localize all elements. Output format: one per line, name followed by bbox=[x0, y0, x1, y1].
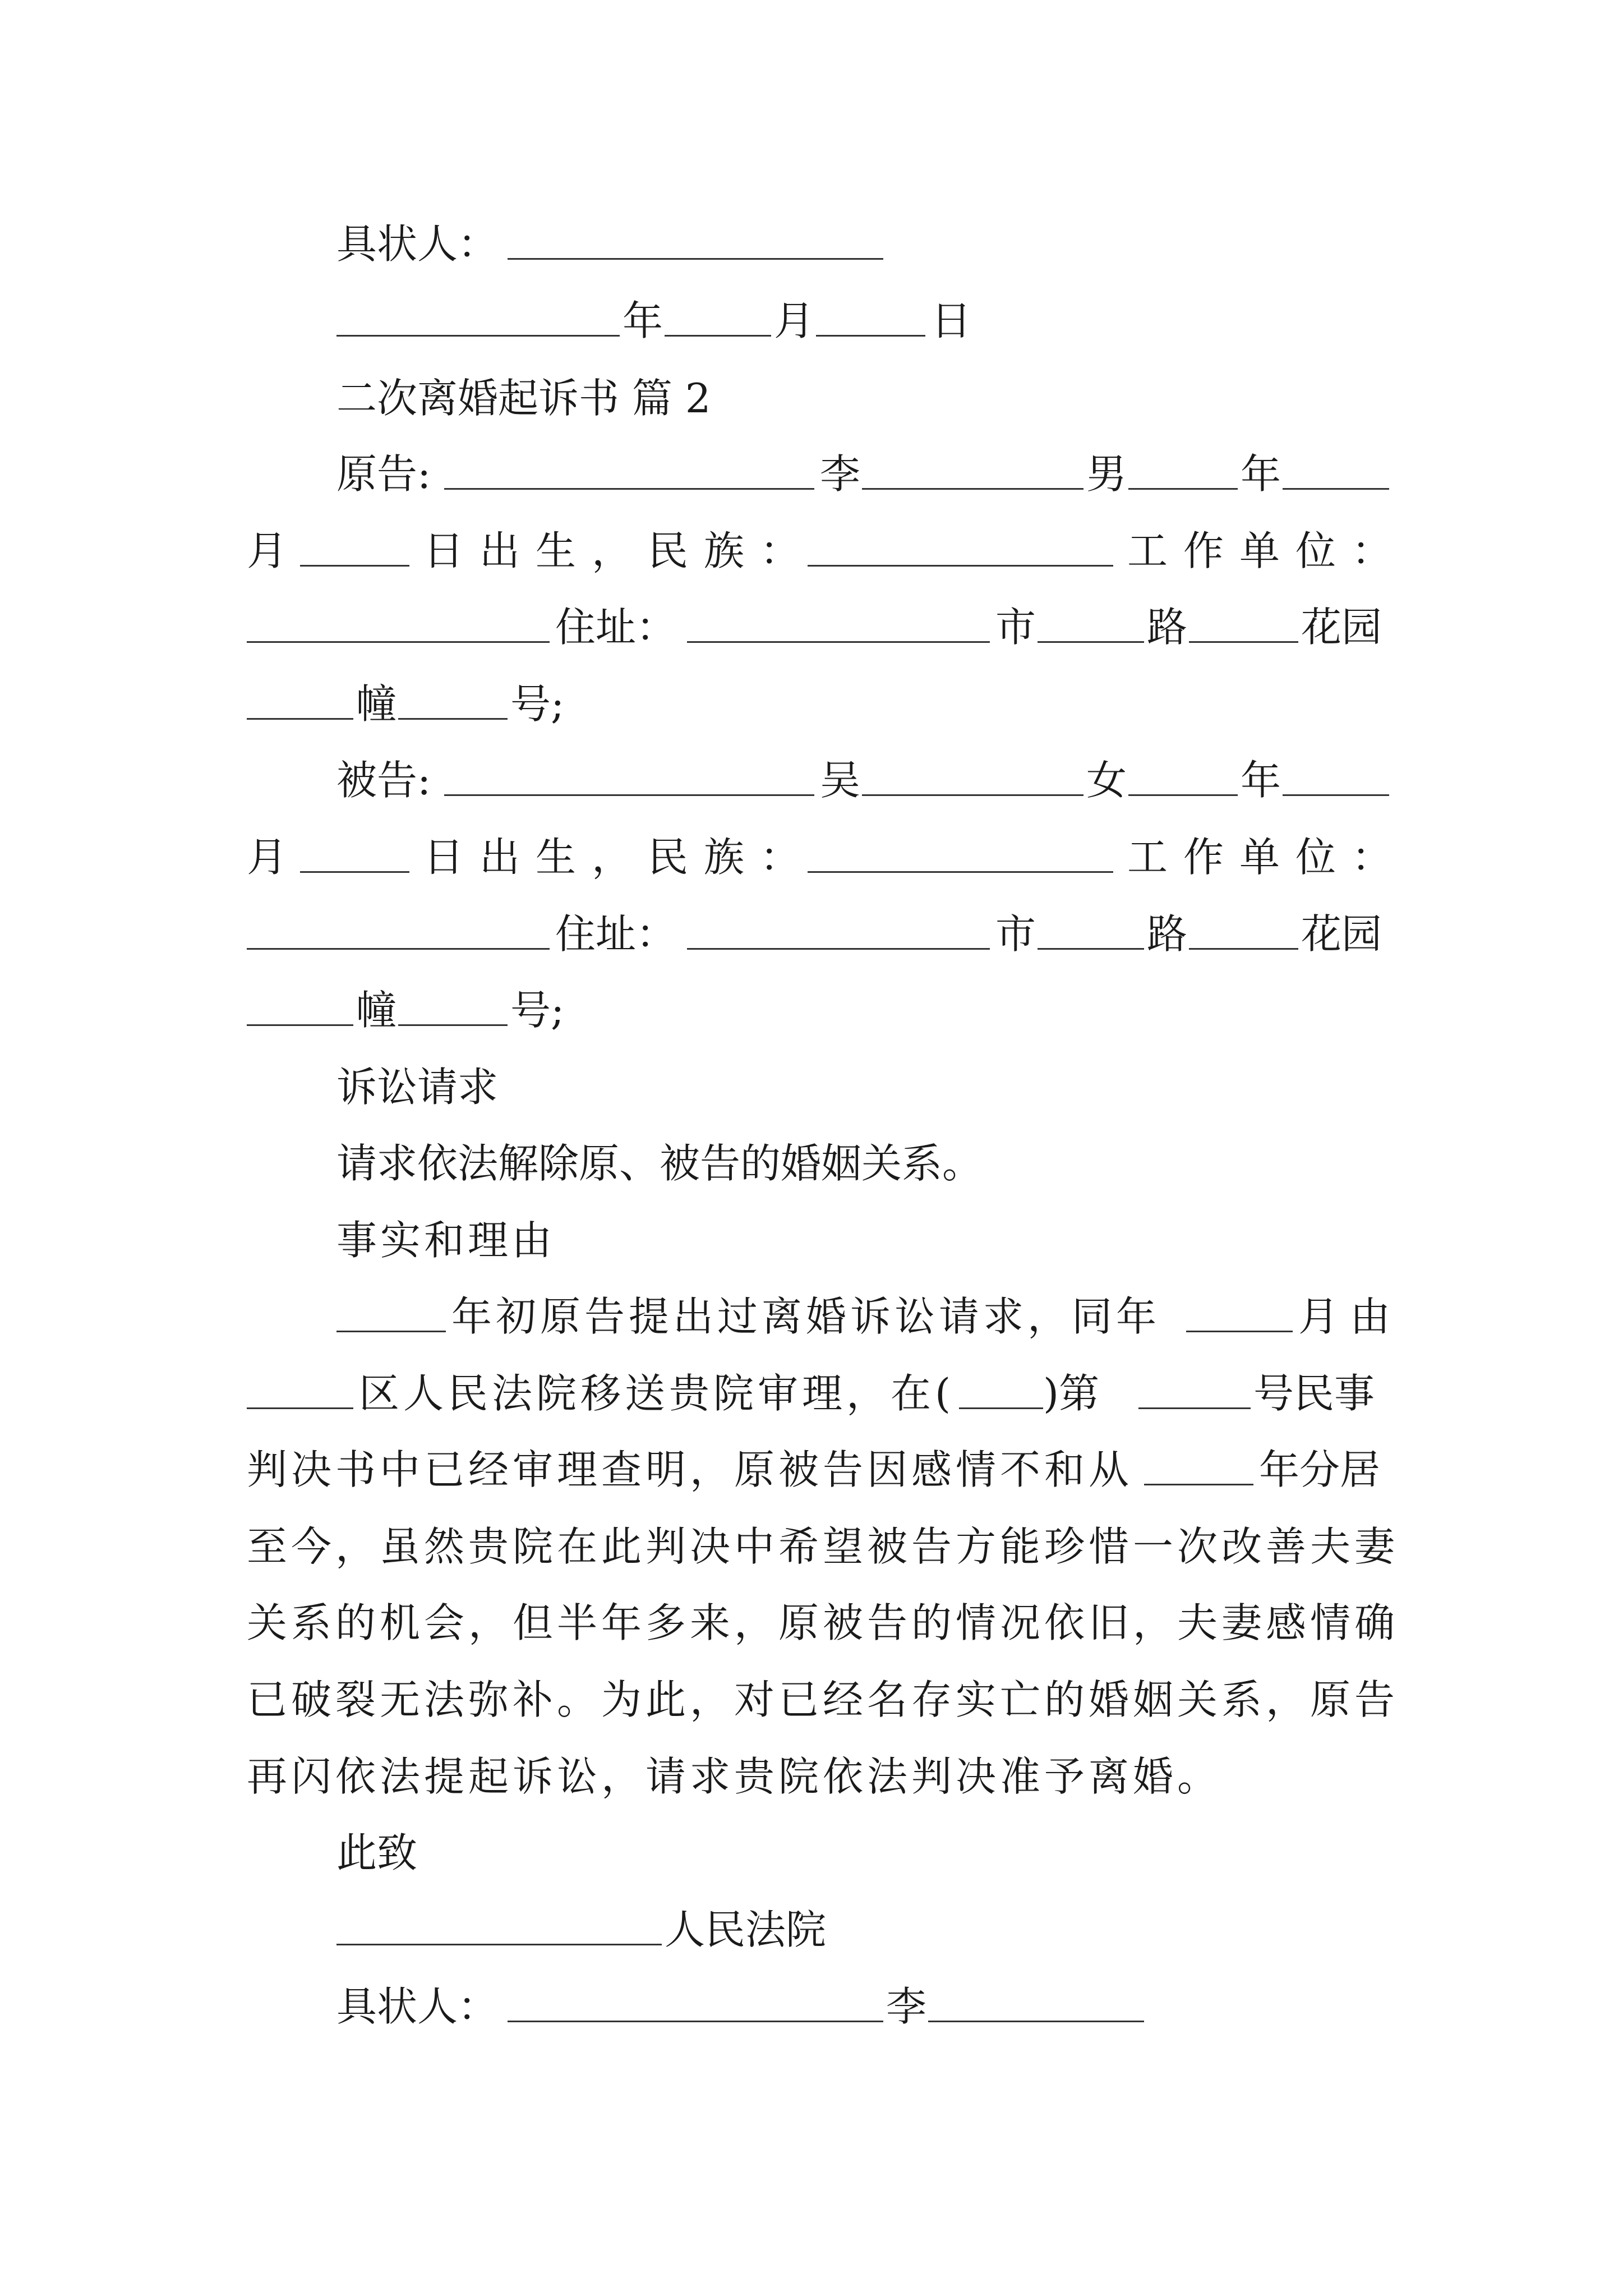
bottom-signature-surname: 李 bbox=[886, 1983, 927, 2030]
plaintiff-city-blank bbox=[687, 639, 990, 643]
plaintiff-line-4 bbox=[0, 679, 1623, 729]
facts-separation-year-blank bbox=[1144, 1481, 1253, 1485]
defendant-month-char: 月 bbox=[247, 834, 288, 881]
defendant-road-blank bbox=[1038, 946, 1144, 950]
court-name-blank bbox=[336, 1941, 662, 1945]
day-blank bbox=[816, 333, 925, 337]
defendant-city-blank bbox=[687, 946, 990, 950]
facts-text-1b: 月由 bbox=[1298, 1293, 1402, 1340]
bottom-signature-line bbox=[0, 1981, 1623, 2032]
heading-text: 二次离婚起诉书 篇 2 bbox=[336, 375, 711, 422]
plaintiff-building-blank bbox=[247, 716, 353, 720]
facts-line-3 bbox=[0, 1444, 1623, 1495]
claims-title: 诉讼请求 bbox=[336, 1064, 499, 1111]
defendant-building-blank bbox=[247, 1022, 353, 1026]
facts-line-2 bbox=[0, 1368, 1623, 1419]
facts-month-blank bbox=[1186, 1328, 1293, 1332]
defendant-year-blank bbox=[1283, 792, 1389, 796]
facts-line-6 bbox=[0, 1674, 1623, 1725]
plaintiff-born-text: 日出生，民族： bbox=[423, 527, 817, 574]
top-signature-line bbox=[0, 219, 1623, 269]
facts-text-2a: 区人民法院移送贵院审理，在( bbox=[359, 1370, 955, 1417]
bottom-signature-tail-blank bbox=[928, 2018, 1144, 2022]
facts-text-2c: 号民事 bbox=[1253, 1370, 1375, 1417]
plaintiff-work-blank bbox=[247, 639, 550, 643]
plaintiff-label: 原告: bbox=[336, 450, 431, 498]
year-char: 年 bbox=[623, 297, 663, 344]
top-date-line bbox=[0, 296, 1623, 346]
facts-text-1a: 年初原告提出过离婚诉讼请求，同年 bbox=[451, 1293, 1161, 1340]
defendant-label: 被告: bbox=[336, 757, 431, 804]
defendant-name-blank bbox=[444, 792, 814, 796]
plaintiff-road-char: 路 bbox=[1147, 604, 1188, 651]
plaintiff-work-label: 工作单位： bbox=[1127, 527, 1408, 574]
facts-line-4 bbox=[0, 1521, 1623, 1572]
defendant-line-3 bbox=[0, 909, 1623, 959]
facts-case-no-blank bbox=[1138, 1405, 1251, 1409]
bottom-signature-blank bbox=[508, 2018, 883, 2022]
defendant-born-text: 日出生，民族： bbox=[423, 834, 817, 881]
defendant-work-blank bbox=[247, 946, 550, 950]
plaintiff-year-char: 年 bbox=[1241, 450, 1281, 498]
defendant-age-blank bbox=[1128, 792, 1238, 796]
plaintiff-address-label: 住址： bbox=[555, 604, 677, 651]
plaintiff-gap-blank bbox=[862, 486, 1083, 490]
defendant-building-char: 幢 bbox=[356, 987, 397, 1034]
plaintiff-garden-blank bbox=[1189, 639, 1298, 643]
defendant-number-char: 号; bbox=[510, 987, 565, 1034]
plaintiff-road-blank bbox=[1038, 639, 1144, 643]
defendant-gender: 女 bbox=[1086, 757, 1127, 804]
day-char: 日 bbox=[931, 297, 972, 344]
section-heading bbox=[0, 373, 1623, 424]
facts-line-7 bbox=[0, 1751, 1623, 1802]
plaintiff-number-char: 号; bbox=[510, 680, 565, 728]
signature-label: 具状人： bbox=[336, 220, 499, 268]
defendant-line-2 bbox=[0, 832, 1623, 882]
plaintiff-year-blank bbox=[1283, 486, 1389, 490]
plaintiff-city-char: 市 bbox=[995, 604, 1036, 651]
defendant-year-char: 年 bbox=[1241, 757, 1281, 804]
facts-line-1 bbox=[0, 1291, 1623, 1342]
plaintiff-line-2 bbox=[0, 526, 1623, 576]
plaintiff-day-blank bbox=[300, 563, 409, 567]
defendant-line-1 bbox=[0, 755, 1623, 806]
facts-line-5 bbox=[0, 1598, 1623, 1648]
facts-text-6: 已破裂无法弥补。为此，对已经名存实亡的婚姻关系，原告 bbox=[247, 1676, 1399, 1723]
facts-title-line bbox=[0, 1215, 1623, 1266]
month-char: 月 bbox=[774, 297, 815, 344]
defendant-road-char: 路 bbox=[1147, 910, 1188, 958]
court-line bbox=[0, 1904, 1623, 1955]
defendant-address-label: 住址： bbox=[555, 910, 677, 958]
facts-year-blank bbox=[336, 1328, 446, 1332]
facts-text-5: 关系的机会，但半年多来，原被告的情况依旧，夫妻感情确 bbox=[247, 1599, 1399, 1646]
plaintiff-month-char: 月 bbox=[247, 527, 288, 574]
plaintiff-age-blank bbox=[1128, 486, 1238, 490]
defendant-garden-blank bbox=[1189, 946, 1298, 950]
claims-text-line bbox=[0, 1138, 1623, 1189]
plaintiff-line-1 bbox=[0, 449, 1623, 499]
facts-text-3b: 年分居 bbox=[1259, 1446, 1381, 1493]
defendant-gap-blank bbox=[862, 792, 1083, 796]
facts-text-7: 再闪依法提起诉讼，请求贵院依法判决准予离婚。 bbox=[247, 1753, 1222, 1800]
year-blank bbox=[336, 333, 620, 337]
defendant-garden-text: 花园 bbox=[1301, 910, 1382, 958]
facts-case-year-blank bbox=[959, 1405, 1043, 1409]
plaintiff-number-blank bbox=[398, 716, 508, 720]
facts-text-3a: 判决书中已经审理查明，原被告因感情不和从 bbox=[247, 1446, 1133, 1493]
defendant-day-blank bbox=[300, 869, 409, 873]
facts-district-blank bbox=[247, 1405, 353, 1409]
plaintiff-building-char: 幢 bbox=[356, 680, 397, 728]
defendant-work-label: 工作单位： bbox=[1127, 834, 1408, 881]
signature-blank bbox=[508, 256, 883, 260]
plaintiff-gender: 男 bbox=[1086, 450, 1127, 498]
defendant-line-4 bbox=[0, 985, 1623, 1036]
claims-text: 请求依法解除原、被告的婚姻关系。 bbox=[336, 1140, 983, 1187]
plaintiff-garden-text: 花园 bbox=[1301, 604, 1382, 651]
plaintiff-ethnicity-blank bbox=[808, 563, 1113, 567]
facts-title: 事实和理由 bbox=[336, 1217, 556, 1264]
court-text: 人民法院 bbox=[665, 1906, 827, 1953]
defendant-ethnicity-blank bbox=[808, 869, 1113, 873]
bottom-signature-label: 具状人： bbox=[336, 1983, 499, 2030]
defendant-city-char: 市 bbox=[995, 910, 1036, 958]
month-blank bbox=[665, 333, 771, 337]
plaintiff-surname: 李 bbox=[820, 450, 861, 498]
defendant-number-blank bbox=[398, 1022, 508, 1026]
salutation-line bbox=[0, 1828, 1623, 1878]
defendant-surname: 吴 bbox=[820, 757, 861, 804]
claims-title-line bbox=[0, 1062, 1623, 1112]
plaintiff-name-blank bbox=[444, 486, 814, 490]
facts-text-2b: )第 bbox=[1043, 1370, 1100, 1417]
plaintiff-line-3 bbox=[0, 602, 1623, 652]
salutation-text: 此致 bbox=[336, 1829, 418, 1876]
facts-text-4: 至今，虽然贵院在此判决中希望被告方能珍惜一次改善夫妻 bbox=[247, 1523, 1399, 1570]
